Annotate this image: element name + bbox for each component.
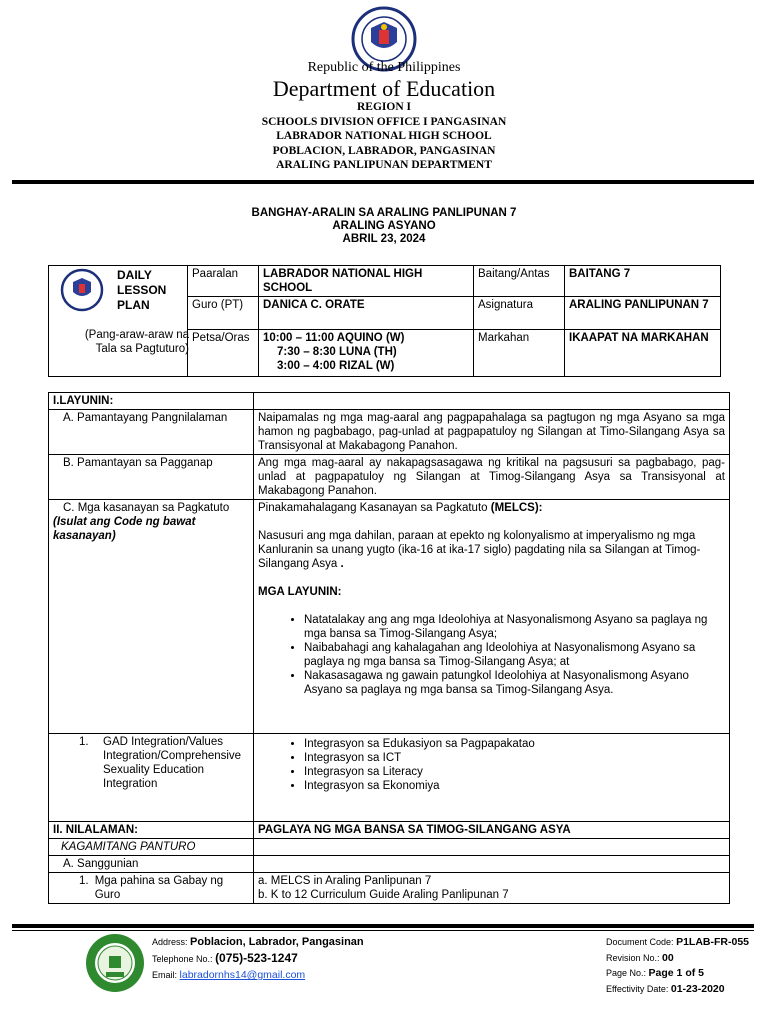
page-label: Page No.:	[606, 968, 647, 978]
title-line-2: ARALING ASYANO	[332, 220, 436, 232]
c-content	[254, 500, 730, 734]
lesson-plan-table	[48, 392, 730, 904]
baitang-label: Baitang/Antas	[474, 266, 565, 297]
a-label: A. Pamantayang Pangnilalaman	[49, 410, 254, 455]
paaralan-label: Paaralan	[188, 266, 259, 297]
tel-value: (075)-523-1247	[215, 951, 298, 965]
sanggunian-empty	[254, 856, 730, 873]
header-lines	[0, 100, 768, 173]
guro-value: DANICA C. ORATE	[259, 297, 474, 330]
title-line-3: ABRIL 23, 2024	[342, 233, 426, 245]
schedule-line: 3:00 – 4:00 RIZAL (W)	[277, 360, 395, 372]
email-link[interactable]: labradornhs14@gmail.com	[179, 969, 306, 981]
dlp-label: DAILY LESSON PLAN	[117, 268, 167, 312]
markahan-value: IKAAPAT NA MARKAHAN	[565, 330, 721, 377]
guro-label: Guro (PT)	[188, 297, 259, 330]
tel-label: Telephone No.:	[152, 954, 213, 964]
petsa-value	[259, 330, 474, 377]
dlp-cell	[49, 266, 188, 377]
schedule-line: 10:00 – 11:00 AQUINO (W)	[263, 332, 405, 344]
gad-content	[254, 734, 730, 822]
paaralan-value: LABRADOR NATIONAL HIGH SCHOOL	[259, 266, 474, 297]
footer-address-block	[152, 934, 364, 983]
kagamitan-empty	[254, 839, 730, 856]
footer-rule-thin	[12, 930, 754, 931]
deped-seal-small-icon	[57, 268, 107, 312]
mga-layunin-heading: MGA LAYUNIN:	[258, 586, 342, 598]
layunin-heading: I.LAYUNIN:	[49, 393, 254, 410]
info-table	[48, 265, 721, 377]
sanggunian-heading: A. Sanggunian	[49, 856, 254, 873]
nilalaman-value: PAGLAYA NG MGA BANSA SA TIMOG-SILANGANG ASYA	[254, 822, 730, 839]
footer-rule	[12, 924, 754, 928]
document-info-block	[606, 935, 749, 997]
doc-code-label: Document Code:	[606, 937, 674, 947]
c-cell	[49, 500, 254, 734]
gad-num: 1.	[79, 736, 89, 748]
baitang-value: BAITANG 7	[565, 266, 721, 297]
gabay-cell	[49, 873, 254, 904]
gabay-content	[254, 873, 730, 904]
melcs-text: Nasusuri ang mga dahilan, paraan at epekto ng kolonyalismo at imperyalismo ng mga Kanluranin sa unang yugto (ika-16 at ika-17 siglo) pagdating nila sa Silangan at Timog-Silangang Asya	[258, 530, 701, 570]
lesson-title	[0, 207, 768, 246]
gabay-item: b. K to 12 Curriculum Guide Araling Panlipunan 7	[258, 889, 509, 901]
school-line: LABRADOR NATIONAL HIGH SCHOOL	[276, 130, 492, 142]
gad-item: • Integrasyon sa Literacy	[304, 765, 725, 779]
objective-item: • Naibabahagi ang kahalagahan ang Ideolohiya at Nasyonalismong Asyano sa paglaya ng mga bansa sa Timog-Silangang Asya; at	[304, 641, 725, 669]
layunin-empty	[254, 393, 730, 410]
objective-item: • Nakasasagawa ng gawain patungkol Ideolohiya at Nasyonalismong Asyano Asyano sa paglaya ng mga bansa sa Timog-Silangang Asya.	[304, 669, 725, 697]
gad-item: • Integrasyon sa ICT	[304, 751, 725, 765]
petsa-label: Petsa/Oras	[188, 330, 259, 377]
markahan-label: Markahan	[474, 330, 565, 377]
melcs-bold: (MELCS):	[490, 502, 543, 514]
address-line: POBLACION, LABRADOR, PANGASINAN	[272, 144, 496, 157]
republic-line: Republic of the Philippines	[307, 60, 461, 75]
header-rule	[12, 180, 754, 184]
melcs-intro: Pinakamahalagang Kasanayan sa Pagkatuto	[258, 502, 488, 514]
objective-item: • Natatalakay ang ang mga Ideolohiya at Nasyonalismong Asyano sa paglaya ng mga bansa sa Timog-Silangang Asya;	[304, 613, 725, 641]
objectives-list	[258, 613, 725, 697]
dlp-sublabel: (Pang-araw-araw na Tala sa Pagtuturo)	[84, 329, 189, 355]
asignatura-label: Asignatura	[474, 297, 565, 330]
address-value: Poblacion, Labrador, Pangasinan	[190, 936, 364, 948]
email-label: Email:	[152, 970, 178, 980]
rev-label: Revision No.:	[606, 952, 660, 963]
page-value: Page 1 of 5	[648, 967, 704, 979]
department-title: Department of Education	[272, 76, 496, 101]
gabay-label: Mga pahina sa Gabay ng Guro	[94, 875, 224, 901]
nilalaman-heading: II. NILALAMAN:	[49, 822, 254, 839]
department-line: ARALING PANLIPUNAN DEPARTMENT	[276, 159, 492, 171]
b-label: B. Pamantayan sa Pagganap	[49, 455, 254, 500]
gad-item: • Integrasyon sa Edukasiyon sa Pagpapakatao	[304, 737, 725, 751]
c-note: (Isulat ang Code ng bawat kasanayan)	[53, 516, 196, 542]
c-label: C. Mga kasanayan sa Pagkatuto	[63, 502, 230, 514]
eff-label: Effectivity Date:	[606, 983, 669, 994]
melcs-end: .	[340, 558, 344, 570]
school-seal-icon	[84, 932, 146, 994]
region-line: REGION I	[357, 101, 411, 113]
gad-label: GAD Integration/Values Integration/Comprehensive Sexuality Education Integration	[103, 736, 242, 790]
a-text: Naipamalas ng mga mag-aaral ang pagpapahalaga sa pagtugon ng mga Asyano sa mga hamon ng pagbabago, pag-unlad at pagpapatuloy ng Silangan at Timo-Silangang Asya sa Transisyonal at Makabagong Panahon.	[254, 410, 730, 455]
title-line-1: BANGHAY-ARALIN SA ARALING PANLIPUNAN 7	[251, 207, 517, 219]
kagamitan-heading: KAGAMITANG PANTURO	[49, 839, 254, 856]
division-line: SCHOOLS DIVISION OFFICE I PANGASINAN	[261, 115, 507, 128]
doc-code-value: P1LAB-FR-055	[676, 936, 749, 948]
schedule-line: 7:30 – 8:30 LUNA (TH)	[277, 346, 397, 358]
rev-value: 00	[662, 951, 674, 964]
gad-list	[258, 737, 725, 793]
b-text: Ang mga mag-aaral ay nakapagsasagawa ng kritikal na pagsusuri sa pagbabago, pag-unlad at pagpapatuloy ng Silangan at Timog-Silangang Asya sa Transisyonal at Makabagong Panahon.	[254, 455, 730, 500]
gad-cell	[49, 734, 254, 822]
gabay-num: 1.	[79, 875, 89, 887]
gabay-item: a. MELCS in Araling Panlipunan 7	[258, 875, 432, 887]
eff-value: 01-23-2020	[670, 982, 725, 995]
address-label: Address:	[152, 937, 188, 947]
gad-item: • Integrasyon sa Ekonomiya	[304, 779, 725, 793]
asignatura-value: ARALING PANLIPUNAN 7	[565, 297, 721, 330]
